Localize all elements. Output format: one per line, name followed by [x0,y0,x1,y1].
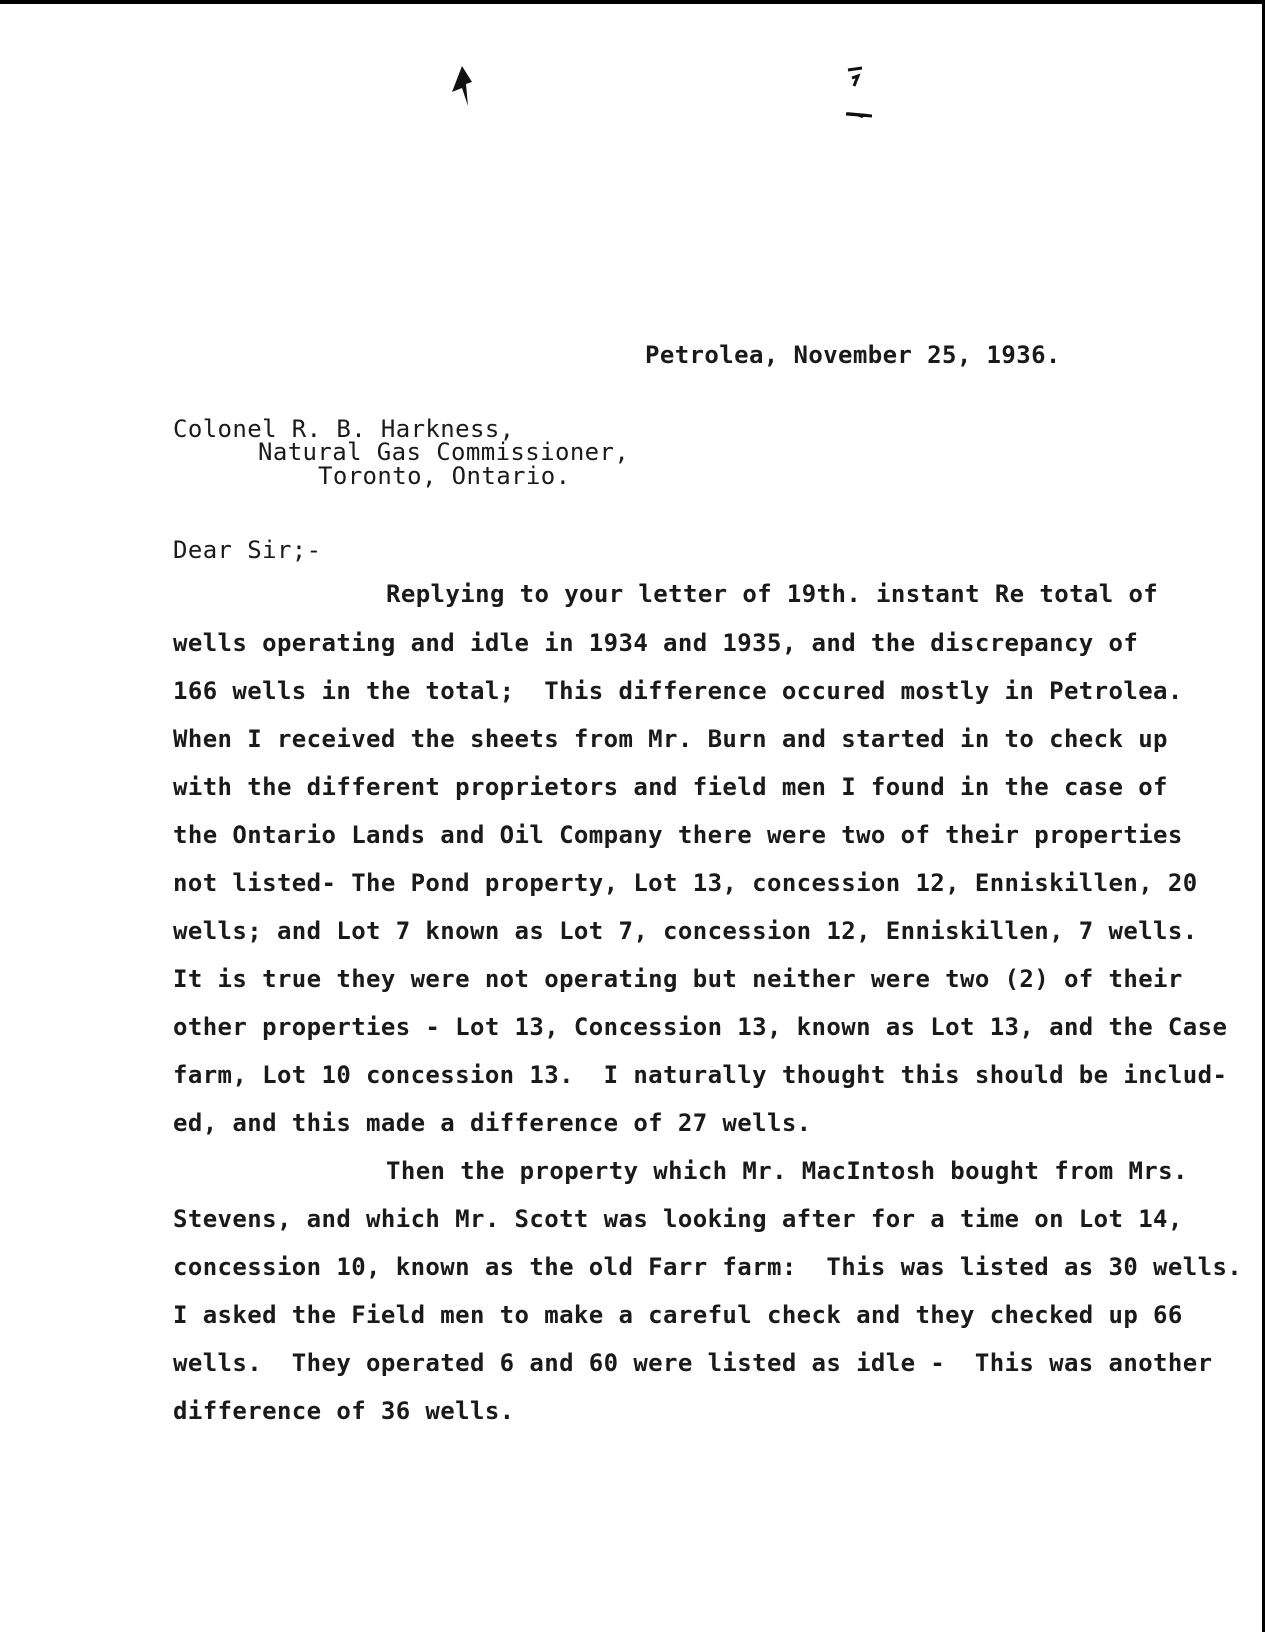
paragraph-1-line: It is true they were not operating but neither were two (2) of their [173,965,1183,993]
paragraph-2-line: wells. They operated 6 and 60 were listed as idle - This was another [173,1349,1213,1377]
paragraph-1-line: the Ontario Lands and Oil Company there were two of their properties [173,821,1183,849]
paragraph-2-line: difference of 36 wells. [173,1397,515,1425]
paragraph-1-line: other properties - Lot 13, Concession 13, known as Lot 13, and the Case [173,1013,1228,1041]
address-line-name: Colonel R. B. Harkness, [173,415,515,443]
paragraph-2-line: concession 10, known as the old Farr farm: This was listed as 30 wells. [173,1253,1243,1281]
dateline: Petrolea, November 25, 1936. [645,341,1061,369]
paragraph-2-line: Then the property which Mr. MacIntosh bought from Mrs. [386,1157,1188,1185]
salutation: Dear Sir;- [173,536,322,564]
paragraph-1-line: wells; and Lot 7 known as Lot 7, concession 12, Enniskillen, 7 wells. [173,917,1198,945]
paragraph-1-line: ed, and this made a difference of 27 wells. [173,1109,812,1137]
page-edge-top [0,0,1265,4]
paragraph-1-line: wells operating and idle in 1934 and 1935, and the discrepancy of [173,629,1139,657]
paragraph-1-line: not listed- The Pond property, Lot 13, concession 12, Enniskillen, 20 [173,869,1198,897]
ink-mark-right [842,66,878,124]
paragraph-2-line: Stevens, and which Mr. Scott was looking after for a time on Lot 14, [173,1205,1183,1233]
paragraph-1-line: When I received the sheets from Mr. Burn and started in to check up [173,725,1168,753]
paragraph-1-line: 166 wells in the total; This difference occured mostly in Petrolea. [173,677,1183,705]
ink-mark-left [448,66,474,108]
address-line-title: Natural Gas Commissioner, [258,438,630,466]
address-line-city: Toronto, Ontario. [318,462,571,490]
paragraph-1-line: farm, Lot 10 concession 13. I naturally thought this should be includ- [173,1061,1228,1089]
paragraph-2-line: I asked the Field men to make a careful check and they checked up 66 [173,1301,1183,1329]
paragraph-1-line: Replying to your letter of 19th. instant Re total of [386,580,1159,608]
paragraph-1-line: with the different proprietors and field men I found in the case of [173,773,1168,801]
